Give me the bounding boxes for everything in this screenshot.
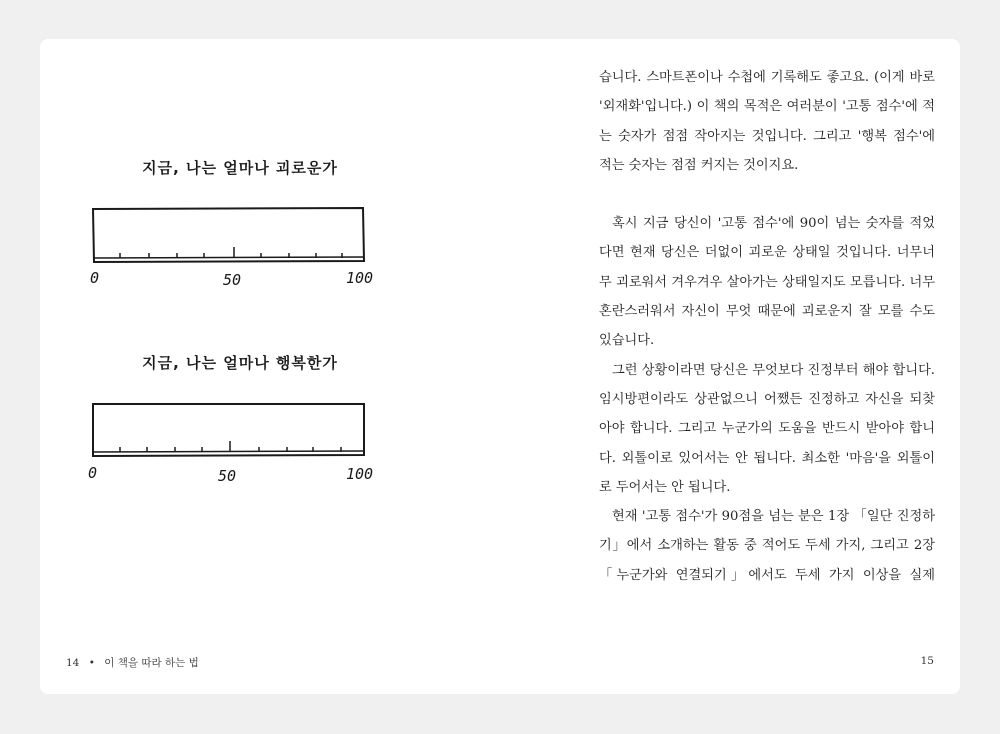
- book-spread: [40, 39, 960, 694]
- paragraph-4: 현재 '고통 점수'가 90점을 넘는 분은 1장 「일단 진정하기」에서 소개하는 활동 중 적어도 두세 가지, 그리고 2장 「누군가와 연결되기」에서도 두세 가지 이상을 실제: [599, 509, 935, 583]
- happiness-scale-label-100: 100: [346, 465, 374, 483]
- pain-scale-label-100: 100: [346, 269, 374, 287]
- pain-scale-title: 지금, 나는 얼마나 괴로운가: [142, 159, 338, 177]
- paragraph-3: 그런 상황이라면 당신은 무엇보다 진정부터 해야 합니다. 임시방편이라도 상관없으니 어쨌든 진정하고 자신을 되찾아야 합니다. 그리고 누군가의 도움을 반드시 받아야 합니다. 외톨이로 있어서는 안 됩니다. 최소한 '마음'을 외톨이로 두어서는 안 됩니다.: [599, 362, 935, 495]
- pain-scale: [90, 157, 390, 297]
- pain-scale-label-50: 50: [223, 271, 242, 289]
- body-text: [599, 63, 935, 590]
- happiness-scale-ticks: [120, 441, 341, 452]
- pain-scale-ruler: [90, 201, 390, 311]
- happiness-scale-title: 지금, 나는 얼마나 행복한가: [142, 354, 338, 372]
- pain-scale-box: [93, 208, 364, 262]
- pain-scale-ticks: [120, 247, 342, 258]
- pain-scale-label-0: 0: [90, 269, 100, 287]
- left-page-number: 14: [66, 657, 80, 669]
- paragraph-1: 습니다. 스마트폰이나 수첩에 기록해도 좋고요. (이게 바로 '외재화'입니다.) 이 책의 목적은 여러분이 '고통 점수'에 적는 숫자가 점점 작아지는 것입니다. 그리고 '행복 점수'에 적는 숫자는 점점 커지는 것이지요.: [599, 70, 935, 173]
- section-title: 이 책을 따라 하는 법: [104, 657, 199, 669]
- footer-separator: •: [88, 657, 95, 669]
- happiness-scale-ruler: [90, 396, 390, 506]
- happiness-scale-box: [93, 404, 364, 456]
- right-page-number: 15: [920, 655, 934, 667]
- happiness-scale-label-50: 50: [218, 467, 237, 485]
- paragraph-2: 혹시 지금 당신이 '고통 점수'에 90이 넘는 숫자를 적었다면 현재 당신은 더없이 괴로운 상태일 것입니다. 너무너무 괴로워서 겨우겨우 살아가는 상태일지도 모릅니다. 너무 혼란스러워서 자신이 무엇 때문에 괴로운지 잘 모를 수도 있습니다.: [599, 216, 935, 349]
- happiness-scale-label-0: 0: [88, 464, 98, 482]
- left-page-footer: [66, 655, 199, 670]
- happiness-scale: [90, 352, 390, 492]
